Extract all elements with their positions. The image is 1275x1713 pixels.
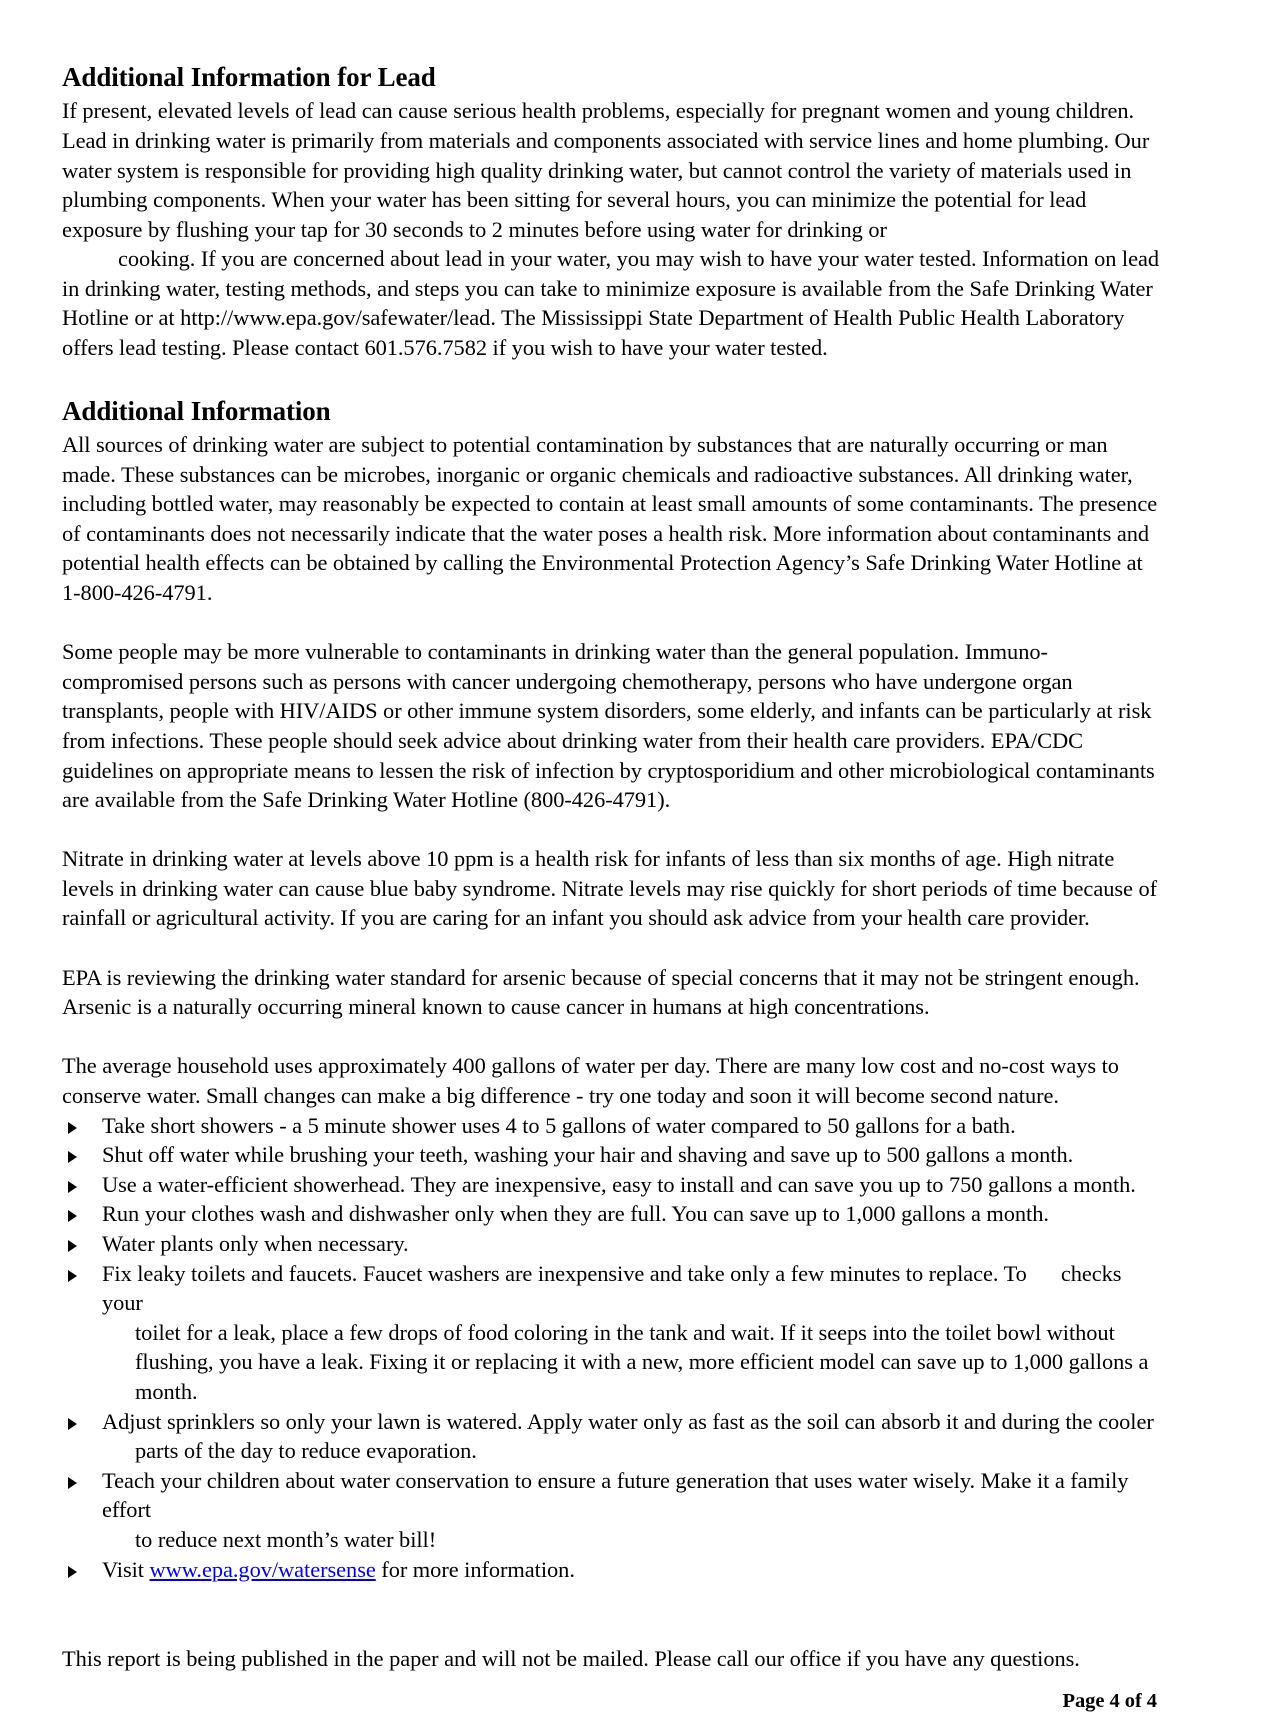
triangle-bullet-icon xyxy=(68,1151,77,1163)
paragraph-contamination-sources: All sources of drinking water are subject to potential contamination by substances that are naturally occurring or man made. These substances can be microbes, inorganic or organic chemicals and radioactive substances. All drinking water, including bottled water, may reasonably be expected to contain at least small amounts of some contaminants. The presence of contaminants does not necessarily indicate that the water poses a health risk. More information about contaminants and potential health effects can be obtained by calling the Environmental Protection Agency’s Safe Drinking Water Hotline at 1-800-426-4791. xyxy=(62,431,1158,605)
tip-text: Run your clothes wash and dishwasher only when they are full. You can save up to 1,000 gallons a month. xyxy=(102,1201,1049,1227)
page-content xyxy=(62,62,1165,1713)
tip-text: Water plants only when necessary. xyxy=(102,1231,409,1256)
tip-after-gap: checks your xyxy=(102,1260,1122,1316)
paragraph-nitrate: Nitrate in drinking water at levels above 10 ppm is a health risk for infants of less than six months of age. High nitrate levels in drinking water can cause blue baby syndrome. Nitrate levels may rise quickly for short periods of time because of rainfall or agricultural activity. If you are caring for an infant you should ask advice from your health care provider. xyxy=(62,846,1158,931)
triangle-bullet-icon xyxy=(68,1210,77,1222)
triangle-bullet-icon xyxy=(68,1477,77,1489)
list-item xyxy=(62,1111,1165,1141)
triangle-bullet-icon xyxy=(68,1418,77,1430)
list-item xyxy=(62,1140,1165,1170)
tip-continuation: to reduce next month’s water bill! xyxy=(135,1526,437,1552)
tip-continuation: parts of the day to reduce evaporation. xyxy=(135,1438,477,1464)
paragraph-conservation-intro: The average household uses approximately 400 gallons of water per day. There are many low cost and no-cost ways to conserve water. Small changes can make a big difference - try one today and soon it will become second nature. xyxy=(62,1053,1119,1109)
tip-suffix: for more information. xyxy=(375,1556,575,1582)
watersense-link[interactable]: www.epa.gov/watersense xyxy=(149,1556,376,1582)
section-heading-lead: Additional Information for Lead xyxy=(62,62,436,92)
list-item xyxy=(62,1555,1165,1585)
tip-text: Take short showers - a 5 minute shower uses 4 to 5 gallons of water compared to 50 gallons for a bath. xyxy=(102,1112,1016,1138)
list-item xyxy=(62,1199,1165,1229)
tip-first-line: Adjust sprinklers so only your lawn is watered. Apply water only as fast as the soil can absorb it and during the cooler xyxy=(102,1408,1154,1434)
tip-prefix: Visit xyxy=(102,1556,150,1582)
tip-first-line: Fix leaky toilets and faucets. Faucet washers are inexpensive and take only a few minutes to replace. To xyxy=(102,1260,1027,1286)
lead-paragraph-main: If present, elevated levels of lead can cause serious health problems, especially for pregnant women and young children. Lead in drinking water is primarily from materials and components associated with service lines and home plumbing. Our water system is responsible for providing high quality drinking water, but cannot control the variety of materials used in plumbing components. When your water has been sitting for several hours, you can minimize the potential for lead exposure by flushing your tap for 30 seconds to 2 minutes before using water for drinking or xyxy=(62,98,1150,242)
list-item xyxy=(62,1170,1165,1200)
section-heading-additional-information: Additional Information xyxy=(62,395,331,426)
page-footer: Page 4 of 4 xyxy=(1062,1689,1157,1712)
list-item xyxy=(62,1229,1165,1259)
triangle-bullet-icon xyxy=(68,1122,77,1134)
lead-paragraph-continuation: cooking. If you are concerned about lead in your water, you may wish to have your water tested. Information on lead in drinking water, testing methods, and steps you can take to minimize exposure is available from the Safe Drinking Water Hotline or at http://www.epa.gov/safewater/lead. The Mississippi State Department of Health Public Health Laboratory offers lead testing. Please contact 601.576.7582 if you wish to have your water tested. xyxy=(62,246,1160,361)
conservation-tips-list xyxy=(62,1111,1165,1585)
tip-text xyxy=(102,1407,1165,1466)
triangle-bullet-icon xyxy=(68,1270,77,1282)
triangle-bullet-icon xyxy=(68,1240,77,1252)
tip-first-line: Teach your children about water conservation to ensure a future generation that uses water wisely. Make it a family effort xyxy=(102,1467,1129,1523)
list-item xyxy=(62,1407,1165,1466)
tip-text xyxy=(102,1466,1165,1555)
paragraph-vulnerable-populations: Some people may be more vulnerable to contaminants in drinking water than the general population. Immuno-compromised persons such as persons with cancer undergoing chemotherapy, persons who have undergone organ transplants, people with HIV/AIDS or other immune system disorders, some elderly, and infants can be particularly at risk from infections. These people should seek advice about drinking water from their health care providers. EPA/CDC guidelines on appropriate means to lessen the risk of infection by cryptosporidium and other microbiological contaminants are available from the Safe Drinking Water Hotline (800-426-4791). xyxy=(62,639,1155,813)
list-item xyxy=(62,1466,1165,1555)
closing-note: This report is being published in the paper and will not be mailed. Please call our office if you have any questions. xyxy=(62,1646,1080,1672)
paragraph-arsenic: EPA is reviewing the drinking water standard for arsenic because of special concerns that it may not be stringent enough. Arsenic is a naturally occurring mineral known to cause cancer in humans at high concentrations. xyxy=(62,964,1140,1020)
tip-text xyxy=(102,1555,1165,1585)
tip-text: Shut off water while brushing your teeth, washing your hair and shaving and save up to 500 gallons a month. xyxy=(102,1142,1074,1168)
tip-text xyxy=(102,1259,1165,1407)
triangle-bullet-icon xyxy=(68,1181,77,1193)
tip-text: Use a water-efficient showerhead. They are inexpensive, easy to install and can save you up to 750 gallons a month. xyxy=(102,1171,1136,1197)
list-item xyxy=(62,1259,1165,1407)
lead-paragraph xyxy=(62,96,1165,362)
tip-continuation: toilet for a leak, place a few drops of food coloring in the tank and wait. If it seeps into the toilet bowl without flushing, you have a leak. Fixing it or replacing it with a new, more efficient model can save up to 1,000 gallons a month. xyxy=(135,1319,1149,1404)
triangle-bullet-icon xyxy=(68,1566,77,1578)
closing-spacer xyxy=(62,1584,1165,1644)
